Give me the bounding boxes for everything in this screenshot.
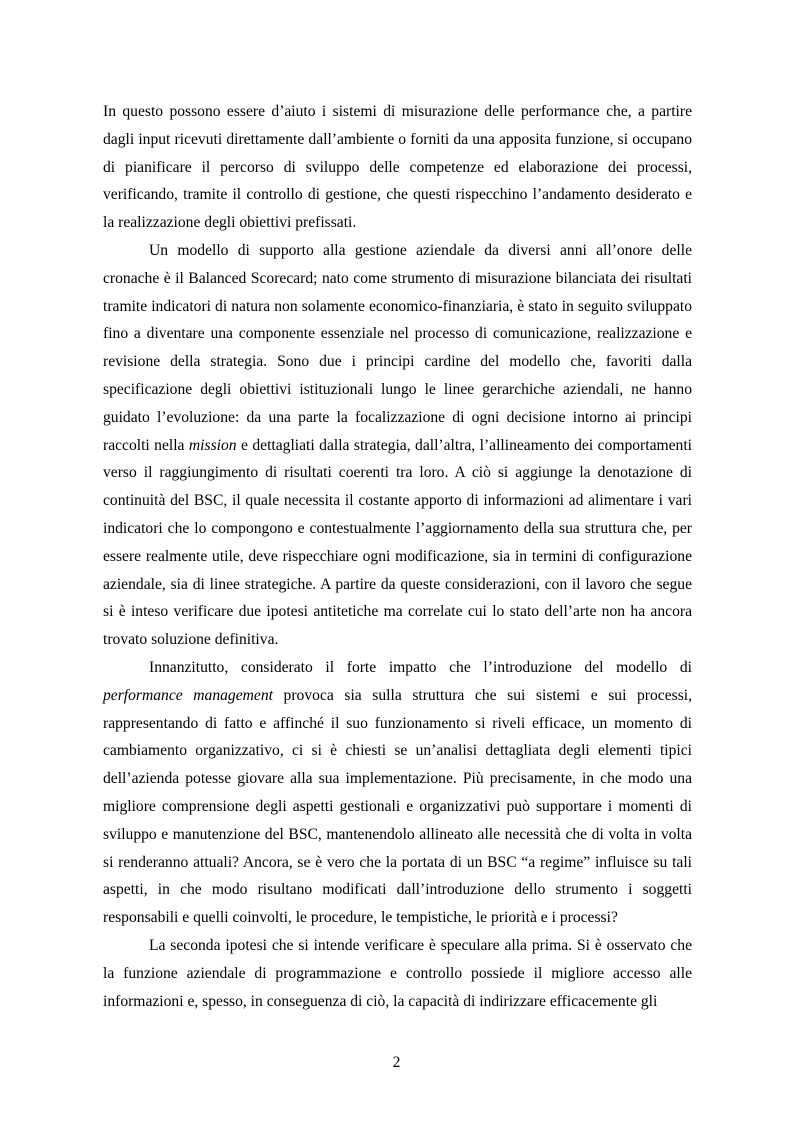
paragraph-text: La seconda ipotesi che si intende verificare è speculare alla prima. Si è osservato che la funzione aziendale di programmazione e controllo possiede il migliore accesso alle informazioni e, spesso, in conseguenza di ciò, la capacità di indirizzare efficacemente gli <box>103 936 692 1010</box>
paragraph-text: e dettagliati dalla strategia, dall’altra, l’allineamento dei comportamenti verso il raggiungimento di risultati coerenti tra loro. A ciò si aggiunge la denotazione di continuità del BSC, il quale necessita il costante apporto di informazioni ad alimentare i vari indicatori che lo compongono e contestualmente l’aggiornamento della sua struttura che, per essere realmente utile, deve rispecchiare ogni modificazione, sia in termini di configurazione aziendale, sia di linee strategiche. A partire da queste considerazioni, con il lavoro che segue si è inteso verificare due ipotesi antitetiche ma correlate cui lo stato dell’arte non ha ancora trovato soluzione definitiva. <box>103 436 692 649</box>
paragraph-text: In questo possono essere d’aiuto i sistemi di misurazione delle performance che, a partire dagli input ricevuti direttamente dall’ambiente o forniti da una apposita funzione, si occupano di pianificare il percorso di sviluppo delle competenze ed elaborazione dei processi, verificando, tramite il controllo di gestione, che questi rispecchino l’andamento desiderato e la realizzazione degli obiettivi prefissati. <box>103 103 692 232</box>
page-number: 2 <box>392 1054 401 1071</box>
italic-term-mission: mission <box>188 436 237 454</box>
paragraph-text: Un modello di supporto alla gestione aziendale da diversi anni all’onore delle cronache è il Balanced Scorecard; nato come strumento di misurazione bilanciata dei risultati tramite indicatori di natura non solamente economico-finanziaria, è stato in seguito sviluppato fino a diventare una componente essenziale nel processo di comunicazione, realizzazione e revisione della strategia. Sono due i principi cardine del modello che, favoriti dalla specificazione degli obiettivi istituzionali lungo le linee gerarchiche aziendali, ne hanno guidato l’evoluzione: da una parte la focalizzazione di ogni decisione intorno ai principi raccolti nella <box>103 241 692 454</box>
paragraph-2 <box>103 237 692 654</box>
paragraph-4 <box>103 932 692 1015</box>
paragraph-text: provoca sia sulla struttura che sui sistemi e sui processi, rappresentando di fatto e affinché il suo funzionamento si riveli efficace, un momento di cambiamento organizzativo, ci si è chiesti se un’analisi dettagliata degli elementi tipici dell’azienda potesse giovare alla sua implementazione. Più precisamente, in che modo una migliore comprensione degli aspetti gestionali e organizzativi può supportare i momenti di sviluppo e manutenzione del BSC, mantenendolo allineato alle necessità che di volta in volta si renderanno attuali? Ancora, se è vero che la portata di un BSC “a regime” influisce su tali aspetti, in che modo risultano modificati dall’introduzione dello strumento i soggetti responsabili e quelli coinvolti, le procedure, le tempistiche, le priorità e i processi? <box>103 686 693 927</box>
paragraph-1 <box>103 98 692 237</box>
paragraph-3 <box>103 654 692 932</box>
body-text <box>103 98 692 1015</box>
italic-term-performance-management: performance management <box>103 686 273 704</box>
paragraph-text: Innanzitutto, considerato il forte impatto che l’introduzione del modello di <box>149 658 692 676</box>
